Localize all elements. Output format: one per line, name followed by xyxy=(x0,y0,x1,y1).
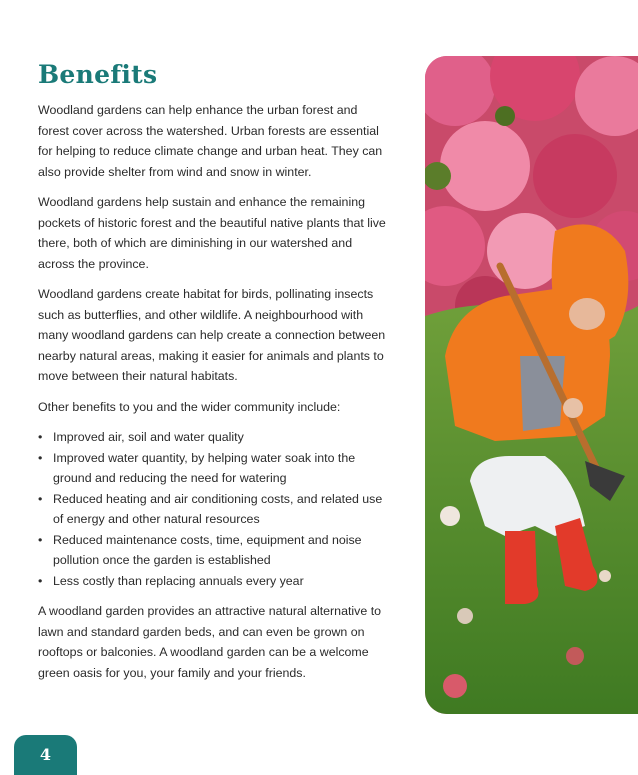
list-item-text: Reduced maintenance costs, time, equipment and noise pollution once the garden is established xyxy=(53,532,362,567)
paragraph-closing: A woodland garden provides an attractive natural alternative to lawn and standard garden beds, and can even be grown on rooftops or balconies. A woodland garden can be a welcome green oasis for you, your family and your friends. xyxy=(38,604,382,680)
paragraph-habitat: Woodland gardens create habitat for birds, pollinating insects such as butterflies, and other wildlife. A neighbourhood with many woodland gardens can help create a connection between nearby natural areas, making it easier for animals and plants to move between their natural habitats. xyxy=(38,287,386,383)
left-boot xyxy=(505,531,539,604)
page-number-tab xyxy=(14,735,77,775)
bullet-icon: • xyxy=(38,491,43,506)
list-item-text: Improved air, soil and water quality xyxy=(53,430,244,444)
child-digging-illustration xyxy=(425,56,638,714)
list-item xyxy=(38,489,388,530)
bullet-icon: • xyxy=(38,450,43,465)
face xyxy=(569,298,605,330)
paragraph-urban-forest: Woodland gardens can help enhance the urban forest and forest cover across the watershed. Urban forests are essential for helping to reduce climate change and urban heat. They can also provide shelter from wind and snow in winter. xyxy=(38,103,383,179)
list-item-text: Less costly than replacing annuals every year xyxy=(53,573,304,588)
list-item-text: Improved water quantity, by helping water soak into the ground and reducing the need for watering xyxy=(53,450,356,485)
bullet-icon: • xyxy=(38,430,43,444)
paragraph-historic-forest: Woodland gardens help sustain and enhance the remaining pockets of historic forest and the beautiful native plants that live there, both of which are diminishing in our watershed and across the province. xyxy=(38,195,386,271)
page-number: 4 xyxy=(39,745,52,764)
list-item xyxy=(38,530,388,571)
bullet-icon: • xyxy=(38,573,43,588)
list-item xyxy=(38,571,388,592)
bullet-icon: • xyxy=(38,532,43,547)
page-heading: Benefits xyxy=(38,60,158,89)
list-item xyxy=(38,427,388,448)
list-item xyxy=(38,448,388,489)
list-item-text: Reduced heating and air conditioning costs, and related use of energy and other natural resources xyxy=(53,491,383,526)
body-text xyxy=(38,100,388,693)
garden-photo xyxy=(425,56,638,714)
hand xyxy=(563,398,583,418)
paragraph-benefits-intro: Other benefits to you and the wider community include: xyxy=(38,399,341,414)
benefits-list xyxy=(38,427,388,591)
